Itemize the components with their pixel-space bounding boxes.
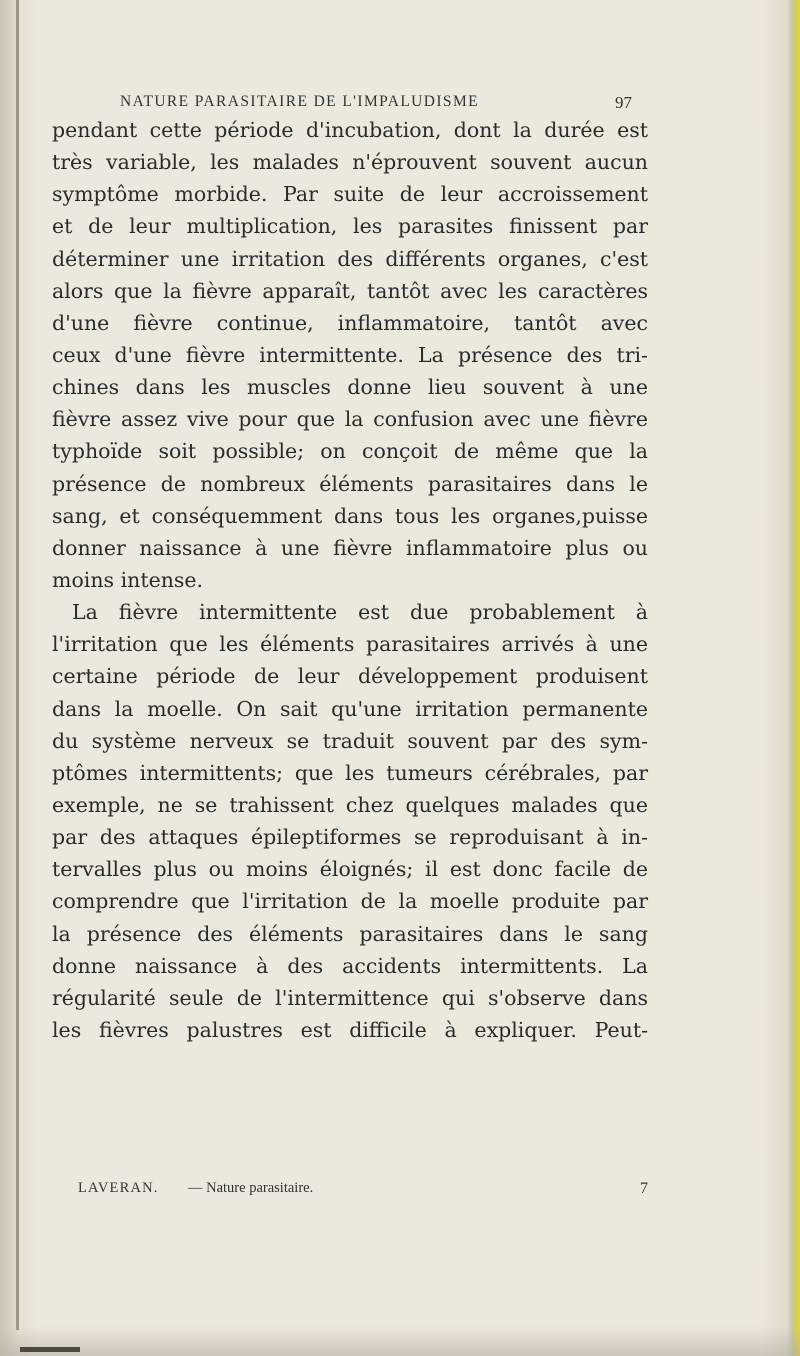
signature-title: — Nature parasitaire. — [188, 1180, 314, 1196]
text-line: présence de nombreux éléments parasitaires dans le — [52, 471, 648, 496]
text-line: ceux d'une fièvre intermittente. La présence des tri- — [52, 342, 648, 367]
text-line: et de leur multiplication, les parasites finissent par — [52, 214, 648, 239]
text-line: déterminer une irritation des différents organes, c'est — [52, 246, 648, 271]
text-line: régularité seule de l'intermittence qui s'observe dans — [52, 985, 648, 1010]
page-edge — [786, 0, 800, 1356]
text-line: les fièvres palustres est difficile à expliquer. Peut- — [52, 1017, 648, 1042]
bottom-shade — [0, 1326, 800, 1356]
text-line: dans la moelle. On sait qu'une irritation permanente — [52, 696, 648, 721]
text-line: comprendre que l'irritation de la moelle produite par — [52, 889, 648, 914]
running-head-title: NATURE PARASITAIRE DE L'IMPALUDISME — [120, 93, 479, 110]
text-line: d'une fièvre continue, inflammatoire, tantôt avec — [52, 310, 648, 335]
paragraph-2 — [52, 596, 648, 1046]
text-line: sang, et conséquemment dans tous les organes,puisse — [52, 503, 648, 528]
text-line: l'irritation que les éléments parasitaires arrivés à une — [52, 632, 648, 657]
binding-edge — [16, 0, 19, 1330]
signature-author: LAVERAN. — [78, 1180, 159, 1196]
text-line: exemple, ne se trahissent chez quelques malades que — [52, 792, 648, 817]
text-line: chines dans les muscles donne lieu souvent à une — [52, 375, 648, 400]
text-line: donner naissance à une fièvre inflammatoire plus ou — [52, 535, 648, 560]
signature-number: 7 — [640, 1180, 648, 1197]
signature-line — [78, 1180, 648, 1204]
text-line: alors que la fièvre apparaît, tantôt avec les caractères — [52, 278, 648, 303]
text-line: par des attaques épileptiformes se reproduisant à in- — [52, 825, 648, 850]
text-line: du système nerveux se traduit souvent par des sym- — [52, 728, 648, 753]
text-line: très variable, les malades n'éprouvent souvent aucun — [52, 150, 648, 175]
text-line: typhoïde soit possible; on conçoit de même que la — [52, 439, 648, 464]
text-line: pendant cette période d'incubation, dont la durée est — [52, 118, 648, 142]
paragraph-1 — [52, 114, 648, 596]
text-line: moins intense. — [52, 567, 204, 592]
text-line: La fièvre intermittente est due probablement à — [72, 600, 648, 625]
body-text — [52, 114, 648, 1046]
text-line: donne naissance à des accidents intermittents. La — [52, 953, 648, 978]
text-line: symptôme morbide. Par suite de leur accroissement — [52, 182, 648, 207]
corner-mark — [20, 1347, 80, 1352]
text-line: fièvre assez vive pour que la confusion avec une fièvre — [52, 407, 648, 432]
text-line: la présence des éléments parasitaires dans le sang — [52, 921, 648, 946]
page-number: 97 — [615, 93, 632, 112]
running-head — [120, 93, 632, 115]
text-line: ptômes intermittents; que les tumeurs cérébrales, par — [52, 760, 648, 785]
text-line: certaine période de leur développement produisent — [52, 664, 648, 689]
text-line: tervalles plus ou moins éloignés; il est donc facile de — [52, 857, 648, 882]
